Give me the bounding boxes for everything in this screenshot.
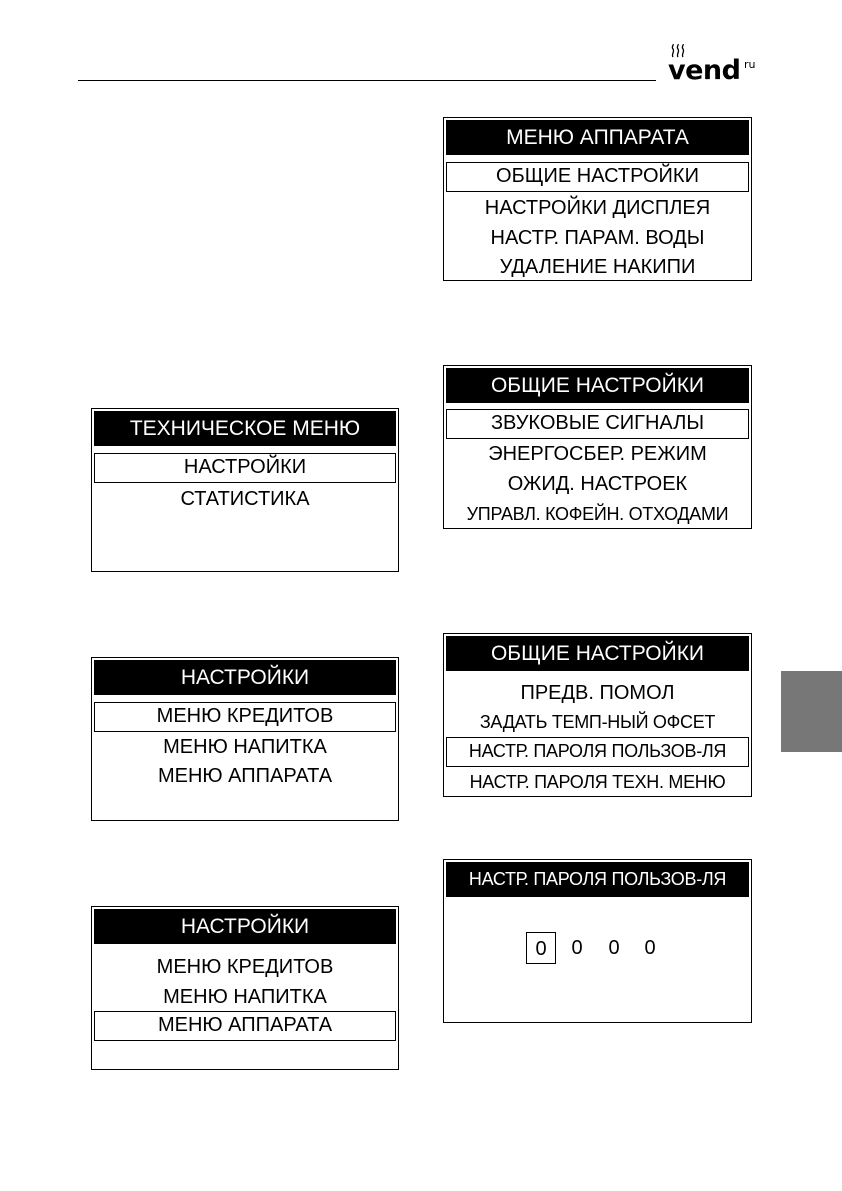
menu-item-display-settings[interactable]: НАСТРОЙКИ ДИСПЛЕЯ [484,197,711,219]
header-rule [78,80,656,81]
lcd-settings-a [91,657,399,821]
section-tab [781,671,842,752]
menu-item-user-password[interactable]: НАСТР. ПАРОЛЯ ПОЛЬЗОВ-ЛЯ [446,737,749,767]
logo-tld: ru [744,58,756,71]
lcd-title: НАСТР. ПАРОЛЯ ПОЛЬЗОВ-ЛЯ [446,862,749,897]
menu-item-descaling[interactable]: УДАЛЕНИЕ НАКИПИ [499,256,696,278]
menu-item-settings[interactable]: НАСТРОЙКИ [94,453,396,483]
lcd-title: МЕНЮ АППАРАТА [446,120,749,155]
menu-item-coffee-waste[interactable]: УПРАВЛ. КОФЕЙН. ОТХОДАМИ [466,504,729,524]
logo-brand: vend [668,55,741,86]
menu-item-pregrind[interactable]: ПРЕДВ. ПОМОЛ [520,682,675,704]
menu-item-tech-password[interactable]: НАСТР. ПАРОЛЯ ТЕХН. МЕНЮ [469,772,726,792]
menu-item-settings-timeout[interactable]: ОЖИД. НАСТРОЕК [507,473,688,495]
password-digit[interactable]: 0 [526,932,556,964]
menu-item-energy-saving[interactable]: ЭНЕРГОСБЕР. РЕЖИМ [488,443,707,465]
menu-item-sound-signals[interactable]: ЗВУКОВЫЕ СИГНАЛЫ [446,409,749,439]
password-digit[interactable]: 0 [608,937,620,959]
menu-item-machine[interactable]: МЕНЮ АППАРАТА [157,765,333,787]
password-digit[interactable]: 0 [571,937,583,959]
menu-item-statistics[interactable]: СТАТИСТИКА [180,488,310,510]
menu-item-general-settings[interactable]: ОБЩИЕ НАСТРОЙКИ [446,162,749,192]
menu-item-credits[interactable]: МЕНЮ КРЕДИТОВ [94,702,396,732]
menu-item-drink[interactable]: МЕНЮ НАПИТКА [163,736,327,758]
menu-item-water-params[interactable]: НАСТР. ПАРАМ. ВОДЫ [490,227,705,249]
menu-item-drink[interactable]: МЕНЮ НАПИТКА [163,986,327,1008]
password-digit[interactable]: 0 [644,937,656,959]
vend-logo [664,44,764,88]
menu-item-temp-offset[interactable]: ЗАДАТЬ ТЕМП-НЫЙ ОФСЕТ [479,712,716,732]
lcd-title: ОБЩИЕ НАСТРОЙКИ [446,636,749,671]
lcd-general-settings-b [443,633,752,797]
lcd-title: НАСТРОЙКИ [94,660,396,695]
lcd-user-password [443,859,752,1023]
lcd-tech-menu [91,408,399,572]
password-entry [444,932,751,966]
lcd-title: ОБЩИЕ НАСТРОЙКИ [446,368,749,403]
lcd-settings-b [91,906,399,1070]
lcd-title: НАСТРОЙКИ [94,909,396,944]
menu-item-credits[interactable]: МЕНЮ КРЕДИТОВ [156,956,334,978]
lcd-machine-menu [443,117,752,281]
lcd-general-settings-a [443,365,752,529]
lcd-title: ТЕХНИЧЕСКОЕ МЕНЮ [94,411,396,446]
menu-item-machine[interactable]: МЕНЮ АППАРАТА [94,1011,396,1041]
